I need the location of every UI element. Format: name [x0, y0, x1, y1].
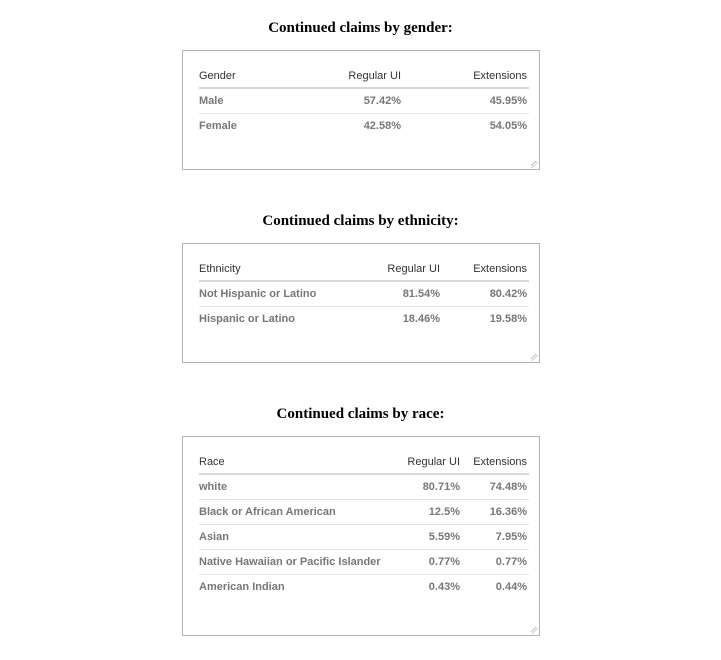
extensions-value: 19.58% [489, 313, 527, 325]
row-label: white [199, 474, 396, 500]
extensions-value: 80.42% [442, 281, 529, 307]
column-header-gender[interactable]: Gender [199, 65, 337, 88]
extensions-value: 7.95% [462, 525, 529, 550]
extensions-value: 54.05% [489, 120, 527, 132]
extensions-value: 74.48% [462, 474, 529, 500]
resize-handle[interactable] [531, 627, 538, 634]
race-table-panel [182, 436, 540, 636]
column-header-regular-ui[interactable]: Regular UI [396, 451, 462, 474]
column-header-extensions[interactable]: Extensions [442, 258, 529, 281]
regular-ui-value: 80.71% [396, 474, 462, 500]
extensions-value: 45.95% [403, 88, 529, 114]
resize-handle[interactable] [531, 354, 538, 361]
table-row [199, 500, 529, 525]
column-header-extensions[interactable]: Extensions [462, 451, 529, 474]
ethnicity-table-panel [182, 243, 540, 363]
regular-ui-value: 5.59% [396, 525, 462, 550]
race-section-title: Continued claims by race: [276, 406, 445, 422]
regular-ui-value: 0.43% [428, 581, 460, 593]
regular-ui-value: 42.58% [363, 120, 401, 132]
ethnicity-section-title: Continued claims by ethnicity: [262, 213, 459, 229]
gender-section-title: Continued claims by gender: [268, 20, 453, 36]
row-label: American Indian [199, 581, 285, 593]
regular-ui-value: 12.5% [396, 500, 462, 525]
regular-ui-value: 57.42% [337, 88, 403, 114]
table-header-row [199, 65, 529, 88]
extensions-value: 0.44% [495, 581, 527, 593]
row-label: Female [199, 120, 237, 132]
gender-table [199, 65, 529, 138]
column-header-race[interactable]: Race [199, 451, 396, 474]
table-row [199, 281, 529, 307]
extensions-value: 0.77% [462, 550, 529, 575]
column-header-regular-ui[interactable]: Regular UI [337, 65, 403, 88]
extensions-value: 16.36% [462, 500, 529, 525]
table-row [199, 307, 529, 332]
regular-ui-value: 81.54% [376, 281, 442, 307]
row-label: Native Hawaiian or Pacific Islander [199, 550, 396, 575]
resize-handle[interactable] [531, 161, 538, 168]
table-header-row [199, 451, 529, 474]
column-header-ethnicity[interactable]: Ethnicity [199, 258, 376, 281]
table-row [199, 474, 529, 500]
table-row [199, 88, 529, 114]
gender-table-panel [182, 50, 540, 170]
column-header-regular-ui[interactable]: Regular UI [376, 258, 442, 281]
race-table [199, 451, 529, 599]
row-label: Black or African American [199, 500, 396, 525]
row-label: Asian [199, 525, 396, 550]
table-row [199, 550, 529, 575]
regular-ui-value: 18.46% [402, 313, 440, 325]
regular-ui-value: 0.77% [396, 550, 462, 575]
table-row [199, 525, 529, 550]
table-row [199, 575, 529, 600]
row-label: Hispanic or Latino [199, 313, 295, 325]
row-label: Not Hispanic or Latino [199, 281, 376, 307]
ethnicity-table [199, 258, 529, 331]
row-label: Male [199, 88, 337, 114]
column-header-extensions[interactable]: Extensions [403, 65, 529, 88]
table-header-row [199, 258, 529, 281]
table-row [199, 114, 529, 139]
